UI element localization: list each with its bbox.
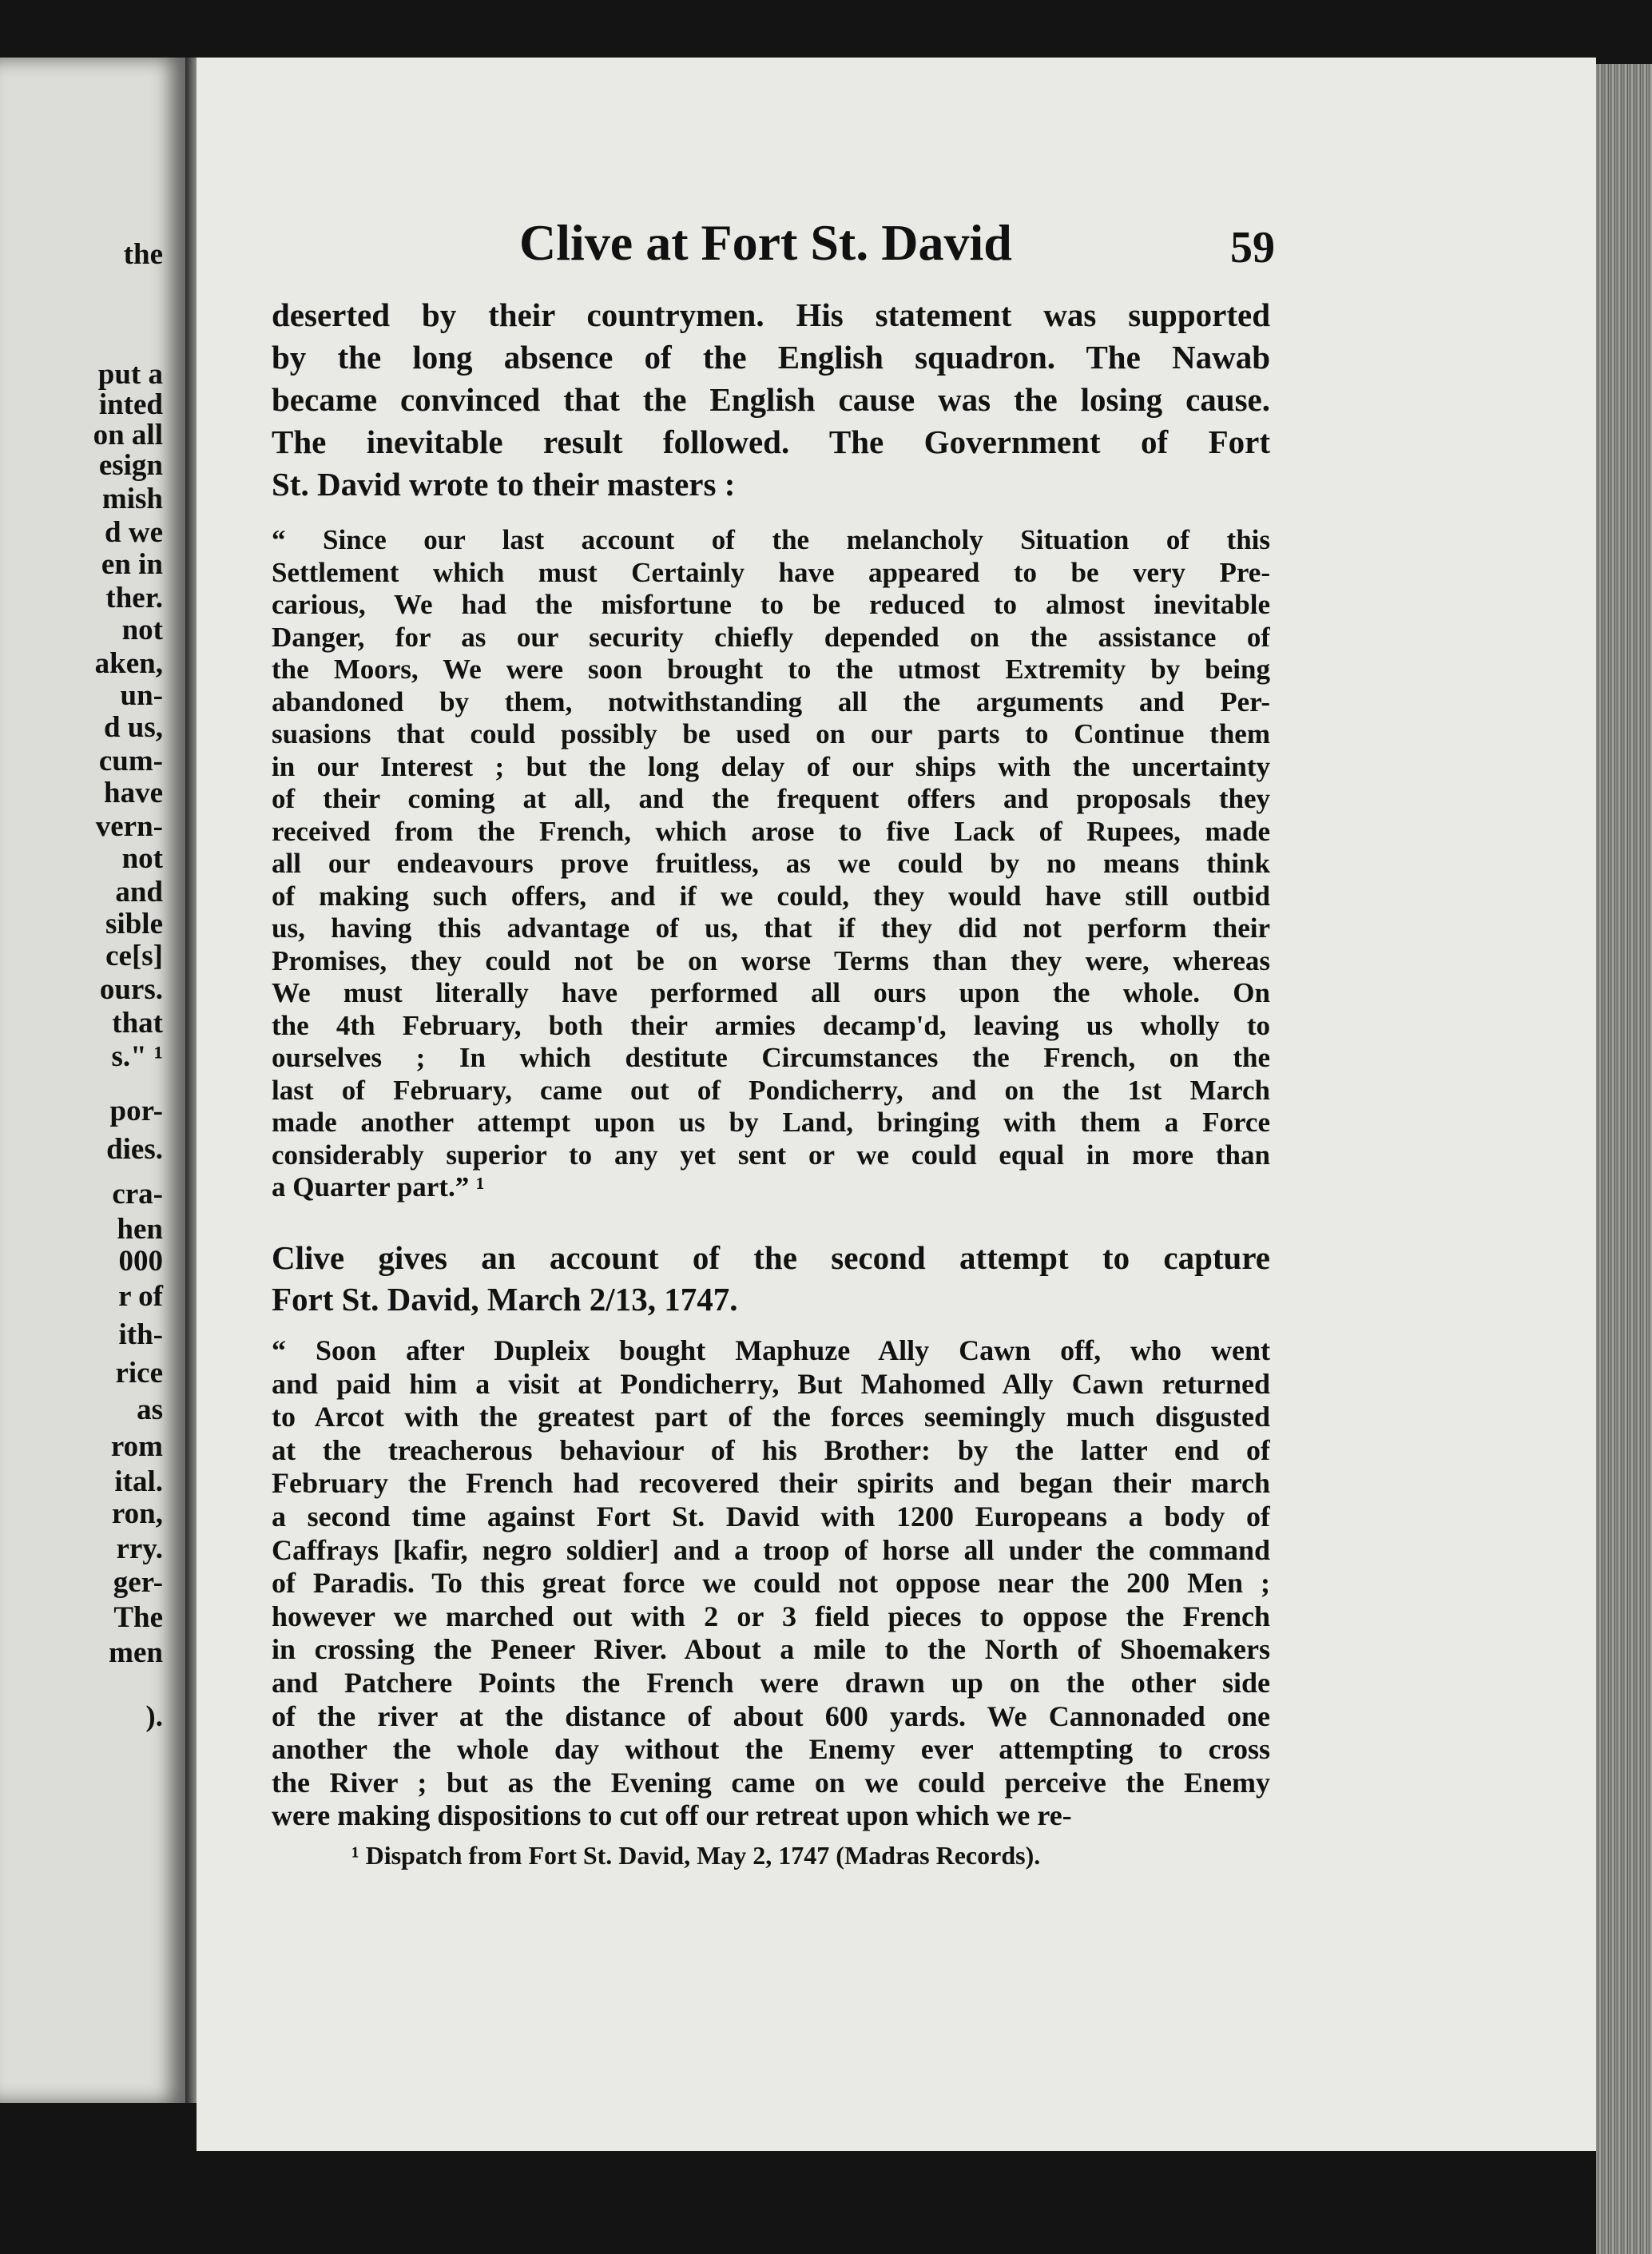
facing-page-text: as (137, 1393, 163, 1426)
facing-page-text: aken, (94, 647, 163, 680)
page-edges (1596, 64, 1652, 2254)
text-line: at the treacherous behaviour of his Brother: by the latter end of (272, 1433, 1270, 1466)
text-line: a Quarter part.” ¹ (272, 1171, 485, 1203)
text-line: Fort St. David, March 2/13, 1747. (272, 1281, 738, 1318)
text-line: the 4th February, both their armies decamp'd, leaving us wholly to (272, 1009, 1270, 1041)
text-line: however we marched out with 2 or 3 field pieces to oppose the French (272, 1600, 1270, 1632)
text-line: of making such offers, and if we could, they would have still outbid (272, 880, 1270, 912)
facing-page-text: put a (97, 358, 163, 391)
text-line: of the river at the distance of about 600 yards. We Cannonaded one (272, 1699, 1270, 1732)
text-line: Caffrays [kafir, negro soldier] and a troop of horse all under the command (272, 1533, 1270, 1566)
text-line: considerably superior to any yet sent or we could equal in more than (272, 1139, 1270, 1171)
text-line: received from the French, which arose to five Lack of Rupees, made (272, 815, 1270, 847)
facing-page-text: not (121, 842, 163, 875)
running-head: Clive at Fort St. David (519, 214, 1012, 271)
text-line: We must literally have performed all ours upon the whole. On (272, 977, 1270, 1008)
facing-page-text: d us, (103, 711, 163, 744)
text-line: St. David wrote to their masters : (272, 466, 736, 503)
text-line: another the whole day without the Enemy ever attempting to cross (272, 1733, 1270, 1766)
text-line: of their coming at all, and the frequent offers and proposals they (272, 783, 1270, 814)
text-line: in crossing the Peneer River. About a mile to the North of Shoemakers (272, 1633, 1270, 1666)
facing-page-text: men (109, 1636, 163, 1669)
text-line: The inevitable result followed. The Government of Fort (272, 423, 1270, 460)
section-heading (272, 1237, 1270, 1320)
facing-page-text: vern- (95, 810, 163, 843)
facing-page-text: cra- (112, 1178, 163, 1210)
facing-page-text: ther. (105, 582, 163, 614)
text-line: in our Interest ; but the long delay of our ships with the uncertainty (272, 750, 1270, 782)
text-line: ourselves ; In which destitute Circumstances the French, on the (272, 1042, 1270, 1073)
facing-page-text: r of (118, 1280, 163, 1313)
facing-page-text: ). (145, 1700, 163, 1733)
book-gutter (185, 58, 197, 2103)
text-line: abandoned by them, notwithstanding all the arguments and Per- (272, 686, 1270, 718)
text-line: became convinced that the English cause was the losing cause. (272, 381, 1270, 418)
text-line: suasions that could possibly be used on our parts to Continue them (272, 718, 1270, 749)
facing-page-text: esign (98, 449, 163, 482)
facing-page-text: on all (93, 419, 163, 451)
facing-page-text: un- (120, 679, 163, 712)
text-line: all our endeavours prove fruitless, as we could by no means think (272, 848, 1270, 879)
text-line: and Patchere Points the French were drawn up on the other side (272, 1666, 1270, 1699)
facing-page-text: ron, (111, 1497, 163, 1530)
facing-page-text: cum- (98, 745, 163, 777)
text-line: Danger, for as our security chiefly depended on the assistance of (272, 621, 1270, 653)
footnote: ¹ Dispatch from Fort St. David, May 2, 1747 (Madras Records). (351, 1841, 1041, 1870)
text-line: the Moors, We were soon brought to the utmost Extremity by being (272, 654, 1270, 685)
facing-page-text: rice (115, 1357, 163, 1389)
facing-page-text: por- (109, 1095, 163, 1127)
opening-paragraph (272, 294, 1270, 506)
facing-page-text: 000 (118, 1245, 163, 1278)
facing-page-text: ger- (113, 1566, 163, 1599)
text-line: carious, We had the misfortune to be reduced to almost inevitable (272, 589, 1270, 620)
text-line: Clive gives an account of the second attempt to capture (272, 1239, 1270, 1276)
facing-page-text: rom (110, 1430, 163, 1463)
facing-page-text: hen (117, 1213, 163, 1246)
text-line: and paid him a visit at Pondicherry, But Mahomed Ally Cawn returned (272, 1367, 1270, 1400)
facing-page-text: ce[s] (105, 940, 163, 972)
facing-page-text: ital. (114, 1465, 163, 1498)
facing-page-text: that (112, 1007, 163, 1040)
facing-page-text: and (115, 876, 163, 908)
clive-account-quote (272, 1334, 1270, 1833)
page-header (320, 214, 1278, 281)
facing-page-text: the (123, 238, 163, 271)
facing-page-text: not (121, 614, 163, 646)
text-line: Settlement which must Certainly have appeared to be very Pre- (272, 556, 1270, 588)
facing-page-text: The (113, 1601, 163, 1634)
text-line: deserted by their countrymen. His statement was supported (272, 296, 1270, 333)
facing-page-text: d we (105, 516, 163, 549)
text-line: to Arcot with the greatest part of the forces seemingly much disgusted (272, 1401, 1270, 1433)
text-line: Promises, they could not be on worse Terms than they were, whereas (272, 944, 1270, 976)
text-line: of Paradis. To this great force we could not oppose near the 200 Men ; (272, 1567, 1270, 1600)
facing-page-text: s." ¹ (111, 1040, 163, 1073)
text-line: us, having this advantage of us, that if they did not perform their (272, 912, 1270, 944)
text-line: made another attempt upon us by Land, bringing with them a Force (272, 1107, 1270, 1138)
facing-page-text: mish (101, 483, 163, 515)
text-line: were making dispositions to cut off our retreat upon which we re- (272, 1799, 1072, 1832)
facing-page-text: ith- (118, 1318, 163, 1351)
facing-page-text: ours. (99, 973, 163, 1006)
facing-page-text: have (104, 777, 163, 809)
dispatch-quote (272, 524, 1270, 1204)
facing-page-text: sible (105, 908, 163, 940)
text-line: “ Soon after Dupleix bought Maphuze Ally Cawn off, who went (272, 1334, 1270, 1366)
text-line: by the long absence of the English squadron. The Nawab (272, 339, 1270, 376)
text-line: last of February, came out of Pondicherry, and on the 1st March (272, 1074, 1270, 1106)
text-line: the River ; but as the Evening came on we could perceive the Enemy (272, 1766, 1270, 1799)
facing-page-text: rry. (116, 1532, 163, 1565)
text-line: February the French had recovered their spirits and began their march (272, 1467, 1270, 1500)
facing-page-text: dies. (106, 1133, 163, 1166)
facing-page-fragment (0, 58, 185, 2103)
facing-page-text: inted (98, 388, 163, 421)
text-line: a second time against Fort St. David with 1200 Europeans a body of (272, 1500, 1270, 1532)
page-number: 59 (1230, 223, 1275, 272)
text-line: “ Since our last account of the melancholy Situation of this (272, 524, 1270, 555)
facing-page-text: en in (101, 548, 163, 581)
